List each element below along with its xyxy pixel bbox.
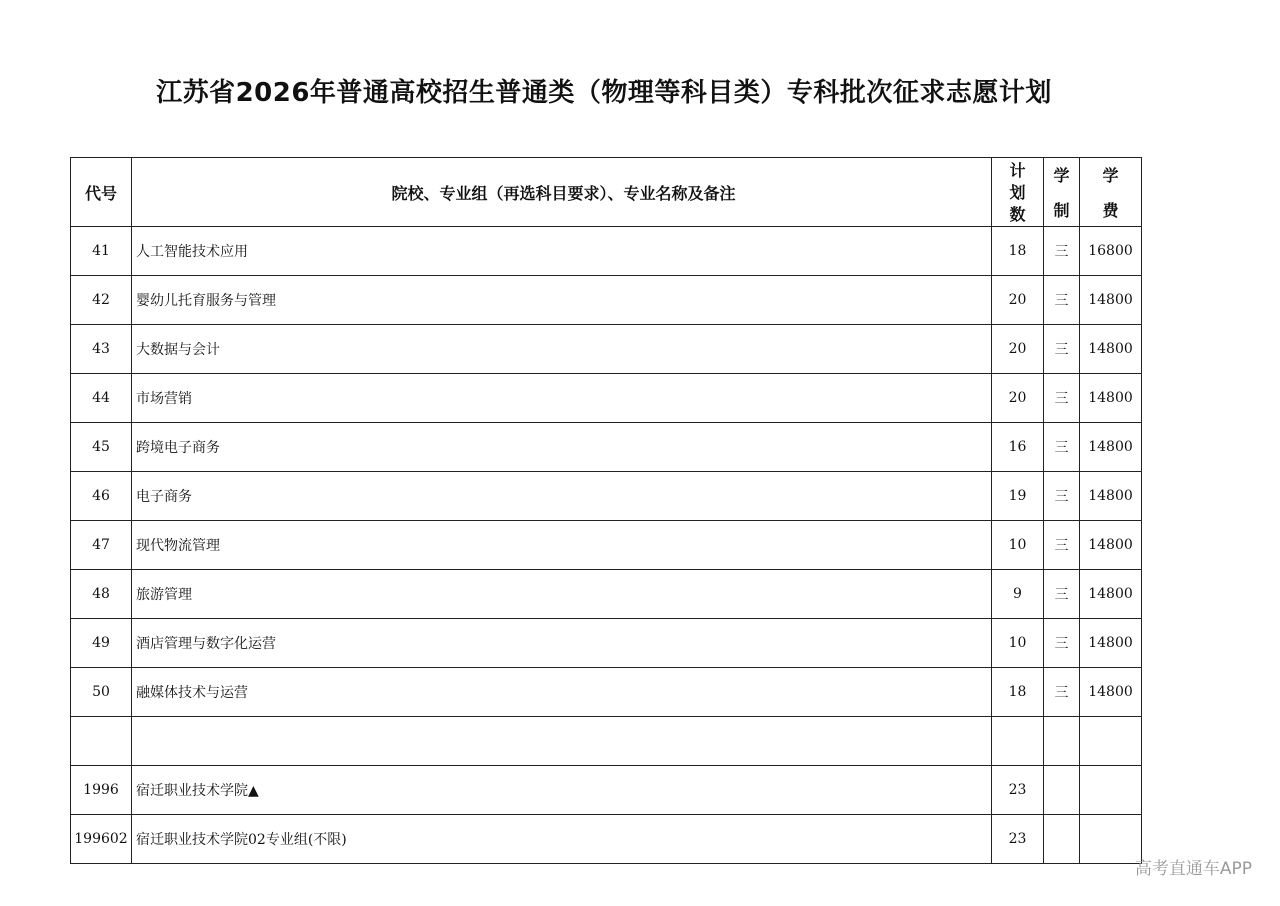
- cell-years: 三: [1044, 423, 1080, 472]
- cell-fee: 16800: [1080, 227, 1142, 276]
- plan-table: [70, 157, 1142, 864]
- table-row: [71, 227, 1142, 276]
- header-plan-char: 划: [1009, 183, 1026, 202]
- cell-years: [1044, 766, 1080, 815]
- cell-code: 45: [71, 423, 132, 472]
- header-plan-char: 计: [1009, 161, 1026, 180]
- table-row: [71, 521, 1142, 570]
- cell-fee: [1080, 717, 1142, 766]
- cell-code: [71, 717, 132, 766]
- table-row: [71, 570, 1142, 619]
- table-row: [71, 766, 1142, 815]
- header-plan: [992, 158, 1044, 227]
- cell-code: 47: [71, 521, 132, 570]
- table-row: [71, 276, 1142, 325]
- watermark: 高考直通车APP: [1134, 859, 1252, 879]
- header-plan-char: 数: [1009, 205, 1026, 224]
- cell-fee: 14800: [1080, 276, 1142, 325]
- cell-plan: 19: [992, 472, 1044, 521]
- cell-years: [1044, 815, 1080, 864]
- cell-plan: 20: [992, 374, 1044, 423]
- header-years: [1044, 158, 1080, 227]
- cell-plan: [992, 717, 1044, 766]
- table-row: [71, 374, 1142, 423]
- table-row: [71, 423, 1142, 472]
- cell-code: 50: [71, 668, 132, 717]
- cell-fee: 14800: [1080, 570, 1142, 619]
- page-title: 江苏省2026年普通高校招生普通类（物理等科目类）专科批次征求志愿计划: [156, 78, 1052, 108]
- cell-years: [1044, 717, 1080, 766]
- cell-years: 三: [1044, 619, 1080, 668]
- header-years-char: 制: [1053, 201, 1070, 220]
- cell-plan: 18: [992, 668, 1044, 717]
- cell-name: 旅游管理: [132, 570, 992, 619]
- cell-name: 市场营销: [132, 374, 992, 423]
- header-fee: [1080, 158, 1142, 227]
- header-fee-char: 费: [1102, 201, 1119, 220]
- cell-plan: 18: [992, 227, 1044, 276]
- cell-years: 三: [1044, 227, 1080, 276]
- cell-plan: 20: [992, 325, 1044, 374]
- cell-years: 三: [1044, 325, 1080, 374]
- cell-plan: 16: [992, 423, 1044, 472]
- cell-name: [132, 717, 992, 766]
- cell-plan: 9: [992, 570, 1044, 619]
- table-header-row: [71, 158, 1142, 227]
- table-row: [71, 325, 1142, 374]
- cell-code: 49: [71, 619, 132, 668]
- header-code: 代号: [71, 158, 132, 227]
- cell-years: 三: [1044, 521, 1080, 570]
- cell-code: 199602: [71, 815, 132, 864]
- cell-name: 电子商务: [132, 472, 992, 521]
- cell-fee: 14800: [1080, 619, 1142, 668]
- header-years-char: 学: [1053, 166, 1070, 185]
- table-row: [71, 717, 1142, 766]
- cell-fee: 14800: [1080, 521, 1142, 570]
- cell-code: 42: [71, 276, 132, 325]
- cell-fee: 14800: [1080, 472, 1142, 521]
- cell-code: 41: [71, 227, 132, 276]
- table-row: [71, 619, 1142, 668]
- cell-name: 宿迁职业技术学院02专业组(不限): [132, 815, 992, 864]
- cell-plan: 10: [992, 619, 1044, 668]
- cell-fee: 14800: [1080, 668, 1142, 717]
- table-row: [71, 472, 1142, 521]
- cell-code: 43: [71, 325, 132, 374]
- cell-name: 大数据与会计: [132, 325, 992, 374]
- cell-name: 宿迁职业技术学院▲: [132, 766, 992, 815]
- cell-fee: 14800: [1080, 374, 1142, 423]
- table-row: [71, 815, 1142, 864]
- cell-plan: 23: [992, 766, 1044, 815]
- cell-code: 46: [71, 472, 132, 521]
- cell-years: 三: [1044, 374, 1080, 423]
- cell-fee: 14800: [1080, 423, 1142, 472]
- cell-years: 三: [1044, 472, 1080, 521]
- cell-plan: 10: [992, 521, 1044, 570]
- cell-name: 跨境电子商务: [132, 423, 992, 472]
- cell-fee: 14800: [1080, 325, 1142, 374]
- cell-years: 三: [1044, 570, 1080, 619]
- header-fee-char: 学: [1102, 166, 1119, 185]
- cell-years: 三: [1044, 668, 1080, 717]
- cell-name: 婴幼儿托育服务与管理: [132, 276, 992, 325]
- header-name: 院校、专业组（再选科目要求）、专业名称及备注: [132, 158, 992, 227]
- cell-name: 融媒体技术与运营: [132, 668, 992, 717]
- table-row: [71, 668, 1142, 717]
- cell-code: 48: [71, 570, 132, 619]
- cell-code: 1996: [71, 766, 132, 815]
- cell-fee: [1080, 815, 1142, 864]
- cell-code: 44: [71, 374, 132, 423]
- cell-years: 三: [1044, 276, 1080, 325]
- cell-fee: [1080, 766, 1142, 815]
- cell-name: 现代物流管理: [132, 521, 992, 570]
- cell-plan: 23: [992, 815, 1044, 864]
- cell-name: 人工智能技术应用: [132, 227, 992, 276]
- cell-plan: 20: [992, 276, 1044, 325]
- cell-name: 酒店管理与数字化运营: [132, 619, 992, 668]
